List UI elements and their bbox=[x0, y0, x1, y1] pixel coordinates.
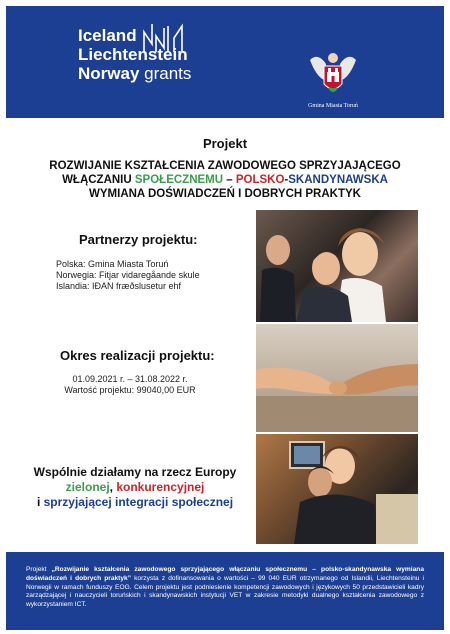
period-heading: Okres realizacji projektu: bbox=[60, 348, 215, 363]
title-word-spolecznemu: SPOŁECZNEMU bbox=[134, 174, 224, 186]
title-line-1: ROZWIJANIE KSZTAŁCENIA ZAWODOWEGO SPRZYJAJĄCEGO bbox=[49, 160, 401, 172]
slogan-blue: sprzyjającej integracji społecznej bbox=[43, 495, 234, 509]
title-line-2 bbox=[20, 173, 430, 187]
logo-line-iceland: Iceland bbox=[78, 26, 137, 45]
partners-list bbox=[56, 259, 200, 292]
slogan-comma: , bbox=[109, 480, 117, 494]
footer-description bbox=[26, 566, 424, 610]
footer-intro: Projekt bbox=[26, 566, 52, 573]
photo-two-people-hug bbox=[256, 434, 418, 544]
footer-project-name: „Rozwijanie kształcenia zawodowego sprzyjającego włączaniu społecznemu – polsko-skandynawska wymiana doświadczeń i dobrych praktyk” bbox=[26, 566, 424, 582]
title-line-2-a: WŁĄCZANIU bbox=[62, 174, 135, 186]
project-value: Wartość projektu: 99040,00 EUR bbox=[64, 385, 196, 395]
slogan-green: zielonej bbox=[65, 480, 110, 494]
header-banner bbox=[6, 6, 444, 118]
logo-norway: Norway bbox=[78, 64, 140, 83]
title-hyphen: - bbox=[284, 174, 289, 186]
partner-iceland: Islandia: IÐAN fræðslusetur ehf bbox=[56, 281, 182, 291]
slogan-line-2 bbox=[20, 480, 250, 495]
period-details bbox=[30, 374, 230, 396]
footer-rest: korzysta z dofinansowania o wartości – 99 040 EUR otrzymanego od Islandii, Liechtensteinu i Norwegii w ramach funduszy EOG. Celem projektu jest podniesienie kompetencji zawodowych i językowych 50 przedstawicieli kadry zarządzającej i nauczycieli toruńskich i skandynawskich instytucji VET w zakresie metodyki dualnego kształcenia zawodowego z wykorzystaniem ICT. bbox=[26, 574, 424, 609]
gmina-label: Gmina Miasta Toruń bbox=[308, 103, 358, 109]
partner-poland: Polska: Gmina Miasta Toruń bbox=[56, 259, 169, 269]
photo-students-hugging bbox=[256, 210, 418, 322]
title-word-skandynawska: SKANDYNAWSKA bbox=[288, 174, 388, 186]
logo-line-liechtenstein: Liechtenstein bbox=[78, 45, 188, 64]
slogan-line-3 bbox=[20, 495, 250, 510]
slogan-red: konkurencyjnej bbox=[116, 480, 205, 494]
photo-handshake bbox=[256, 324, 418, 432]
project-title bbox=[20, 136, 430, 201]
grants-mark-icon bbox=[142, 22, 186, 54]
partners-heading: Partnerzy projektu: bbox=[79, 232, 198, 247]
title-word-polsko: POLSKO bbox=[235, 174, 285, 186]
slogan-and: i bbox=[36, 495, 44, 509]
europe-slogan bbox=[20, 465, 250, 510]
project-word: Projekt bbox=[202, 136, 248, 151]
title-dash: – bbox=[223, 174, 236, 186]
logo-line-norway bbox=[78, 64, 191, 83]
period-dates: 01.09.2021 r. – 31.08.2022 r. bbox=[72, 374, 188, 384]
title-line-3: WYMIANA DOŚWIADCZEŃ I DOBRYCH PRAKTYK bbox=[89, 188, 361, 200]
torun-crest-icon bbox=[306, 50, 360, 100]
partner-norway: Norwegia: Fitjar vidaregåande skule bbox=[56, 270, 200, 280]
logo-grants: grants bbox=[144, 64, 192, 83]
slogan-line-1: Wspólnie działamy na rzecz Europy bbox=[33, 465, 237, 479]
